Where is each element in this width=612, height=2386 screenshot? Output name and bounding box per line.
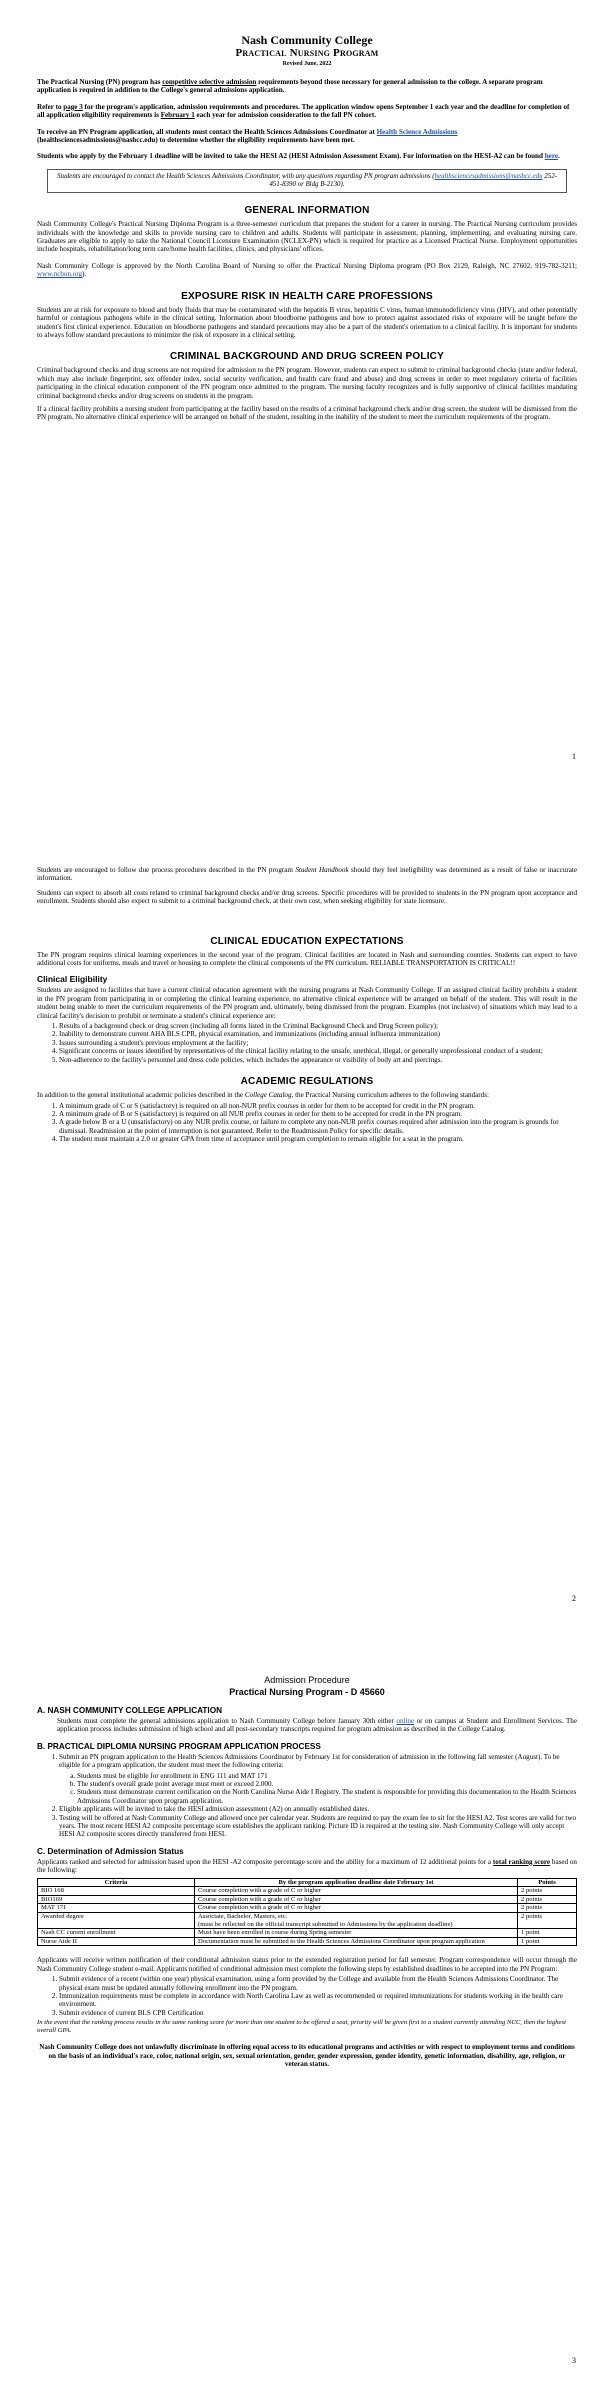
page-3-content (37, 1674, 577, 2069)
acceptance-steps-list (37, 1975, 577, 2017)
list-item: 3. Submit evidence of current BLS CPR Certification (59, 2009, 577, 2017)
table-cell: Course completion with a grade of C or higher (195, 1895, 518, 1904)
page-2-content (37, 866, 577, 1144)
clinical-education-heading: CLINICAL EDUCATION EXPECTATIONS (210, 935, 404, 947)
program-title: Practical Nursing Program (235, 47, 379, 59)
table-cell: 2 points (518, 1887, 577, 1896)
criminal-background-heading: CRIMINAL BACKGROUND AND DRUG SCREEN POLICY (170, 351, 444, 363)
academic-regulations-heading: ACADEMIC REGULATIONS (240, 1076, 374, 1088)
program-code-title: Practical Nursing Program - D 45660 (229, 1687, 385, 1697)
table-cell: Awarded degree (38, 1913, 195, 1929)
table-header: Points (518, 1878, 577, 1887)
table-cell: 2 points (518, 1913, 577, 1929)
table-cell: Course completion with a grade of C or higher (195, 1887, 518, 1896)
list-item: 2. Eligible applicants will be invited to take the HESI admission assessment (A2) on annually established dates. (59, 1805, 577, 1813)
revised-date: Revised June, 2022 (282, 61, 332, 67)
online-application-link[interactable]: online (396, 1717, 415, 1725)
section-b-heading: B. PRACTICAL DIPLOMIA NURSING PROGRAM APPLICATION PROCESS (37, 1741, 321, 1751)
ncbon-link[interactable]: www.ncbon.org (37, 270, 83, 279)
table-cell: MAT 171 (38, 1904, 195, 1913)
list-item: 3. Issues surrounding a student's previous employment at the facility; (59, 1039, 577, 1047)
list-item: 5. Non-adherence to the facility's personnel and dress code policies, which includes the appearance or visibility of body art and piercings. (59, 1056, 577, 1064)
table-row (38, 1913, 577, 1929)
page-1 (0, 0, 612, 842)
section-a-heading: A. NASH COMMUNITY COLLEGE APPLICATION (37, 1706, 222, 1715)
table-row (38, 1904, 577, 1913)
admission-procedure-title: Admission Procedure (264, 1675, 350, 1685)
table-row (38, 1937, 577, 1946)
general-information-heading: GENERAL INFORMATION (244, 205, 370, 217)
list-item: 4. Significant concerns or issues identified by representatives of the clinical facility relating to the unsafe, unethical, illegal, or generally unprofessional conduct of a student; (59, 1047, 577, 1055)
list-item: b. The student's overall grade point average must meet or exceed 2.000. (77, 1780, 577, 1788)
clinical-education-paragraph: The PN program requires clinical learning experiences in the second year of the program. Clinical facilities are located in Nash and surrounding counties. Students can expect to have additional costs for uniforms, meals and travel or housing to complete the clinical components of the PN curriculum. RELIABLE TRANSPORTATION IS CRITICAL!! (37, 950, 577, 968)
list-item: a. Students must be eligible for enrollment in ENG 111 and MAT 171 (77, 1772, 577, 1780)
table-cell: BIO169 (38, 1895, 195, 1904)
table-row (38, 1895, 577, 1904)
page-number-1: 1 (572, 752, 576, 761)
section-c-heading: C. Determination of Admission Status (37, 1846, 184, 1856)
table-cell: Course completion with a grade of C or higher (195, 1904, 518, 1913)
page-2 (0, 842, 612, 1640)
table-header-row (38, 1878, 577, 1887)
due-process-paragraph: Students are encouraged to follow due process procedures described in the PN program Student Handbook should they feel ineligibility was determined as a result of false or inaccurate information. (37, 866, 578, 883)
exposure-risk-heading: EXPOSURE RISK IN HEALTH CARE PROFESSIONS (181, 290, 433, 302)
section-b-list (37, 1753, 577, 1839)
section-a-paragraph: Students must complete the general admissions application to Nash Community College before January 30th either online or on campus at Student and Enrollment Services. The application process includes submission of high school and all post-secondary transcripts required for program admission as described in the College Catalog. (57, 1717, 577, 1734)
ranking-criteria-table (37, 1878, 577, 1947)
costs-paragraph: Students can expect to absorb all costs related to criminal background checks and/or drug screens. Specific procedures will be provided to students in the PN program upon acceptance and enrollment. Students should also expect to submit to a criminal background check, at their own cost, when seeking eligibility for state licensure. (37, 888, 577, 906)
table-cell: 2 points (518, 1904, 577, 1913)
table-cell: Nash CC current enrollment (38, 1929, 195, 1938)
general-information-paragraph: Nash Community College's Practical Nursing Diploma Program is a three-semester curriculum that prepares the student for a career in nursing. The Practical Nursing curriculum provides individuals with the knowledge and skills to provide nursing care to children and adults. Students will participate in assessment, planning, implementing, and evaluating nursing care. Graduates are eligible to apply to take the National Council Licensure Examination (NCLEX-PN) which is required for practice as a Licensed Practical Nurse. Employment opportunities include hospitals, rehabilitation/long term care/home health facilities, clinics, and physicians' offices. (37, 220, 577, 254)
list-item: 1. A minimum grade of C or S (satisfactory) is required on all non-NUR prefix courses in order for them to be accepted for credit in the PN program. (59, 1102, 577, 1110)
intro-paragraph-2: Refer to page 3 for the program's application, admission requirements and procedures. The application window opens September 1 each year and the deadline for completion of all application eligibility requirements is February 1 each year for admission consideration to the fall PN cohort. (37, 102, 570, 120)
exposure-risk-paragraph: Students are at risk for exposure to blood and body fluids that may be contaminated with the hepatitis B virus, hepatitis C virus, human immunodeficiency virus (HIV), and other potentially harmful or contagious pathogens while in the clinical setting. Information about bloodborne pathogens and how to protect against associated risks of exposure will be taught before the student's first clinical experience. Education on bloodborne pathogens and standard precautions may also be a part of the student's orientation to a clinical facility. It is important for students to always follow standard precautions to minimize the risk of exposure in a clinical setting. (37, 305, 577, 339)
list-item: 1. Submit evidence of a recent (within one year) physical examination, using a form provided by the College and available from the Health Sciences Admissions Coordinator. The physical exam must be updated annually following enrollment into the PN program. (59, 1975, 577, 1992)
table-header: Criteria (38, 1878, 195, 1887)
table-cell: Nurse Aide II (38, 1937, 195, 1946)
list-item: 1. Results of a background check or drug screen (including all forms listed in the Criminal Background Check and Drug Screen policy); (59, 1022, 577, 1030)
hesi-info-link[interactable]: here (544, 152, 558, 161)
table-header: By the program application deadline date February 1st (195, 1878, 518, 1887)
list-item: c. Students must demonstrate current certification on the North Carolina Nurse Aide I Registry. The student is responsible for providing this documentation to the Health Sciences Admissions Coordinator upon program application. (77, 1788, 577, 1805)
health-science-admissions-link[interactable]: Health Science Admissions (376, 127, 458, 136)
clinical-eligibility-paragraph: Students are assigned to facilities that have a current clinical education agreement with the nursing programs at Nash Community College. If an assigned clinical facility prohibits a student in the PN program from participating in or completing the clinical learning experience, no alternative clinical experience will be arranged on behalf of the student. This will result in the student being unable to meet the curriculum requirements of the PN program and, ultimately, being dismissed from the program. Examples (not inclusive) of situations which may lead to a clinical facility's decision to prohibit or terminate a student's clinical experience are: (37, 986, 577, 1020)
intro-paragraph-4: Students who apply by the February 1 deadline will be invited to take the HESI A2 (HESI Admission Assessment Exam). For information on the HESI-A2 can be found here. (37, 152, 560, 161)
page-number-2: 2 (572, 1594, 576, 1603)
list-item: 2. Immunization requirements must be complete in accordance with North Carolina Law as well as recommended or required immunizations for students working in the health care environment. (59, 1992, 577, 2009)
list-item: 3. A grade below B or a U (unsatisfactory) on any NUR prefix course, or failure to complete any non-NUR prefix courses required after admission into the program is grounds for dismissal. Readmission at the point of interruption is not guaranteed. Refer to the Readmission Policy for specific details. (59, 1118, 577, 1135)
notification-paragraph: Applicants will receive written notification of their conditional admission status prior to the extended registration period for fall semester. Program correspondence will occur through the Nash Community College student e-mail. Applicants notified of conditional admission must complete the following steps by established deadlines to be accepted into the PN Program: (37, 1956, 577, 1973)
table-cell: Documentation must be submitted to the Health Sciences Admissions Coordinator upon program application (195, 1937, 518, 1946)
criminal-background-paragraph-2: If a clinical facility prohibits a nursing student from participating at the facility based on the results of a criminal background check and/or drug screen, the student will be dismissed from the PN program. No alternative clinical experience will be arranged on behalf of the student, resulting in the inability of the student to meet the curriculum requirements of the program. (37, 404, 577, 422)
admissions-email-link[interactable]: healthsciencesadmissions@nashcc.edu (434, 172, 543, 180)
table-cell: 1 point (518, 1929, 577, 1938)
page-number-3: 3 (572, 2356, 576, 2365)
table-cell: 1 point (518, 1937, 577, 1946)
intro-paragraph-3: To receive an PN Program application, all students must contact the Health Sciences Admissions Coordinator at Health Science Admissions (healthsciencesadmissions@nashcc.edu) to determine whether the eligibility requirements have been met. (37, 127, 458, 145)
intro-paragraph-1: The Practical Nursing (PN) program has competitive selective admission requirements beyond those necessary for general admission to the college. A separate program application is required in addition to the College's general admissions application. (37, 78, 543, 95)
table-cell: 2 points (518, 1895, 577, 1904)
list-item: 3. Testing will be offered at Nash Community College and allowed once per calendar year. Students are required to pay the exam fee to sit for the HESI A2. Test scores are valid for two years. The most recent HESI A2 composite percentage score establishes the applicant ranking. Picture ID is required at the testing site. Nash Community College will only accept HESI A2 composite scores directly transferred from HESI. (59, 1814, 577, 1839)
section-c-paragraph: Applicants ranked and selected for admission based upon the HESI -A2 composite percentage score and the ability for a maximum of 12 additional points for a total ranking score based on the following: (37, 1857, 577, 1875)
list-item: 4. The student must maintain a 2.0 or greater GPA from time of acceptance until program completion to remain eligible for a seat in the program. (59, 1135, 577, 1143)
tie-breaker-note: In the event that the ranking process results in the same ranking score for more than one student to be offered a seat, priority will be given first to a student currently attending NCC, then the highest overall GPA. (37, 2019, 566, 2035)
clinical-eligibility-heading: Clinical Eligibility (37, 974, 108, 985)
nondiscrimination-statement: Nash Community College does not unlawfully discriminate in offering equal access to its educational programs and activities or with respect to employment terms and conditions on the basis of an individual's race, color, national origin, sex, sexual orientation, gender, gender expression, gender identity, genetic information, disability, age, religion, or veteran status. (39, 2043, 575, 2069)
table-row (38, 1887, 577, 1896)
page-3 (0, 1640, 612, 2386)
academic-regulations-list (37, 1102, 577, 1144)
contact-note-box: Students are encouraged to contact the Health Sciences Admissions Coordinator, with any questions regarding PN program admissions (healthsciencesadmissions@nashcc.edu 252-451-8390 or Bldg B-2130). (47, 169, 567, 193)
list-item: 1. Submit an PN program application to the Health Sciences Admissions Coordinator by February 1st for consideration of admission in the following fall semester (August). To be eligible for a program application, the student must meet the following criteria: a. Students must be eligible for enrollment in ENG 111 and MAT 171 b. The student's overall grade point average must meet or exceed 2.000. c. Students must demonstrate current certification on the North Carolina Nurse Aide I Registry. The student is responsible for providing this documentation to the Health Sciences Admissions Coordinator upon program application. (59, 1753, 577, 1805)
ranking-criteria-body (38, 1887, 577, 1946)
page-1-content (37, 34, 577, 422)
clinical-eligibility-list (37, 1022, 577, 1064)
table-row (38, 1929, 577, 1938)
table-cell: BIO 168 (38, 1887, 195, 1896)
table-cell: Associate, Bachelor, Masters, etc. (must be reflected on the official transcript submitted to Admissions by the application deadline) (195, 1913, 518, 1929)
eligibility-criteria-list (59, 1772, 577, 1806)
criminal-background-paragraph-1: Criminal background checks and drug screens are not required for admission to the PN program. However, students can expect to submit to criminal background checks (state and/or federal, which may also include fingerprint, sex offender index, social security verification, and health care fraud and abuse) and drug screens in order to meet regulatory criteria of facilities participating in the clinical education component of the PN program once admitted to the program. The nursing faculty recognizes and is fully supportive of clinical facilities mandating criminal background checks and/or drug screens on students in the program. (37, 366, 577, 400)
college-title: Nash Community College (241, 33, 373, 47)
board-approval-paragraph: Nash Community College is approved by the North Carolina Board of Nursing to offer the Practical Nursing Diploma program (PO Box 2129, Raleigh, NC 27602, 919-782-3211; www.ncbon.org). (37, 261, 577, 279)
academic-regulations-paragraph: In addition to the general institutional academic policies described in the College Catalog, the Practical Nursing curriculum adheres to the following standards: (37, 1091, 489, 1100)
list-item: 2. Inability to demonstrate current AHA BLS CPR, physical examination, and immunizations (including annual influenza immunization) (59, 1030, 577, 1038)
table-cell: Must have been enrolled in course during Spring semester (195, 1929, 518, 1938)
list-item: 2. A minimum grade of B or S (satisfactory) is required on all NUR prefix courses in order for them to be accepted for credit in the PN program. (59, 1110, 577, 1118)
